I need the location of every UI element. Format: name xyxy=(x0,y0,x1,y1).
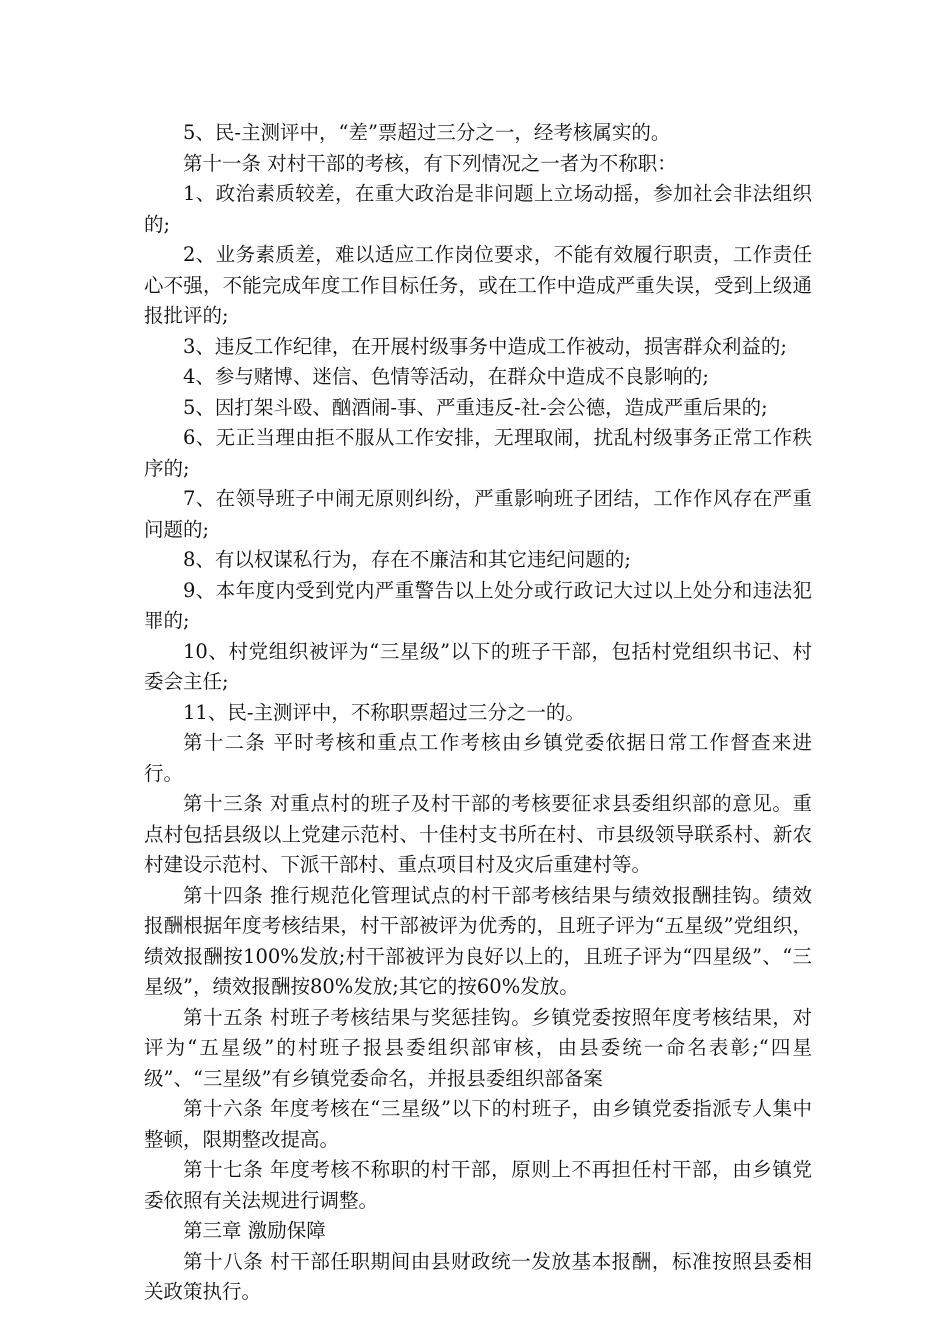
article-11-item-6: 6、无正当理由拒不服从工作安排，无理取闹，扰乱村级事务正常工作秩序的; xyxy=(144,426,812,480)
article-11-item-5: 5、因打架斗殴、酗酒闹-事、严重违反-社-会公德，造成严重后果的; xyxy=(183,395,768,419)
article-11-item-10: 10、村党组织被评为“三星级”以下的班子干部，包括村党组织书记、村委会主任; xyxy=(144,639,812,693)
paragraph-item-5-majority-bad: 5、民-主测评中，“差”票超过三分之一，经考核属实的。 xyxy=(183,121,671,144)
article-15: 第十五条 村班子考核结果与奖惩挂钩。乡镇党委按照年度考核结果，对评为“五星级”的村班子报县委组织部审核，由县委统一命名表彰;“四星级”、“三星级”有乡镇党委命名，并报县委组织部备案 xyxy=(144,1005,812,1090)
document-body xyxy=(144,118,812,1308)
article-12: 第十二条 平时考核和重点工作考核由乡镇党委依据日常工作督查来进行。 xyxy=(144,731,812,785)
article-17: 第十七条 年度考核不称职的村干部，原则上不再担任村干部，由乡镇党委依照有关法规进行调整。 xyxy=(144,1158,812,1212)
article-11-item-9: 9、本年度内受到党内严重警告以上处分或行政记大过以上处分和违法犯罪的; xyxy=(144,578,812,632)
article-11-item-8: 8、有以权谋私行为，存在不廉洁和其它违纪问题的; xyxy=(183,548,631,571)
article-18: 第十八条 村干部任职期间由县财政统一发放基本报酬，标准按照县委相关政策执行。 xyxy=(144,1249,812,1303)
article-14: 第十四条 推行规范化管理试点的村干部考核结果与绩效报酬挂钩。绩效报酬根据年度考核结果，村干部被评为优秀的，且班子评为“五星级”党组织，绩效报酬按100%发放;村干部被评为良好以上的，且班子评为“四星级”、“三星级”，绩效报酬按80%发放;其它的按60%发放。 xyxy=(144,883,812,998)
article-11-item-3: 3、违反工作纪律，在开展村级事务中造成工作被动，损害群众利益的; xyxy=(183,334,787,358)
article-11-item-4: 4、参与赌博、迷信、色情等活动，在群众中造成不良影响的; xyxy=(183,365,709,388)
article-11-item-2: 2、业务素质差，难以适应工作岗位要求，不能有效履行职责，工作责任心不强，不能完成年度工作目标任务，或在工作中造成严重失误，受到上级通报批评的; xyxy=(144,243,812,327)
article-11-item-11: 11、民-主测评中，不称职票超过三分之一的。 xyxy=(183,700,585,724)
article-13: 第十三条 对重点村的班子及村干部的考核要征求县委组织部的意见。重点村包括县级以上党建示范村、十佳村支书所在村、市县级领导联系村、新农村建设示范村、下派干部村、重点项目村及灾后重建村等。 xyxy=(144,792,812,876)
article-11-heading: 第十一条 对村干部的考核，有下列情况之一者为不称职： xyxy=(183,151,677,175)
article-11-item-7: 7、在领导班子中闹无原则纠纷，严重影响班子团结，工作作风存在严重问题的; xyxy=(144,487,812,541)
article-16: 第十六条 年度考核在“三星级”以下的村班子，由乡镇党委指派专人集中整顿，限期整改提高。 xyxy=(144,1097,812,1151)
chapter-3-heading: 第三章 激励保障 xyxy=(183,1219,326,1242)
article-11-item-1: 1、政治素质较差，在重大政治是非问题上立场动摇，参加社会非法组织的; xyxy=(144,182,812,236)
